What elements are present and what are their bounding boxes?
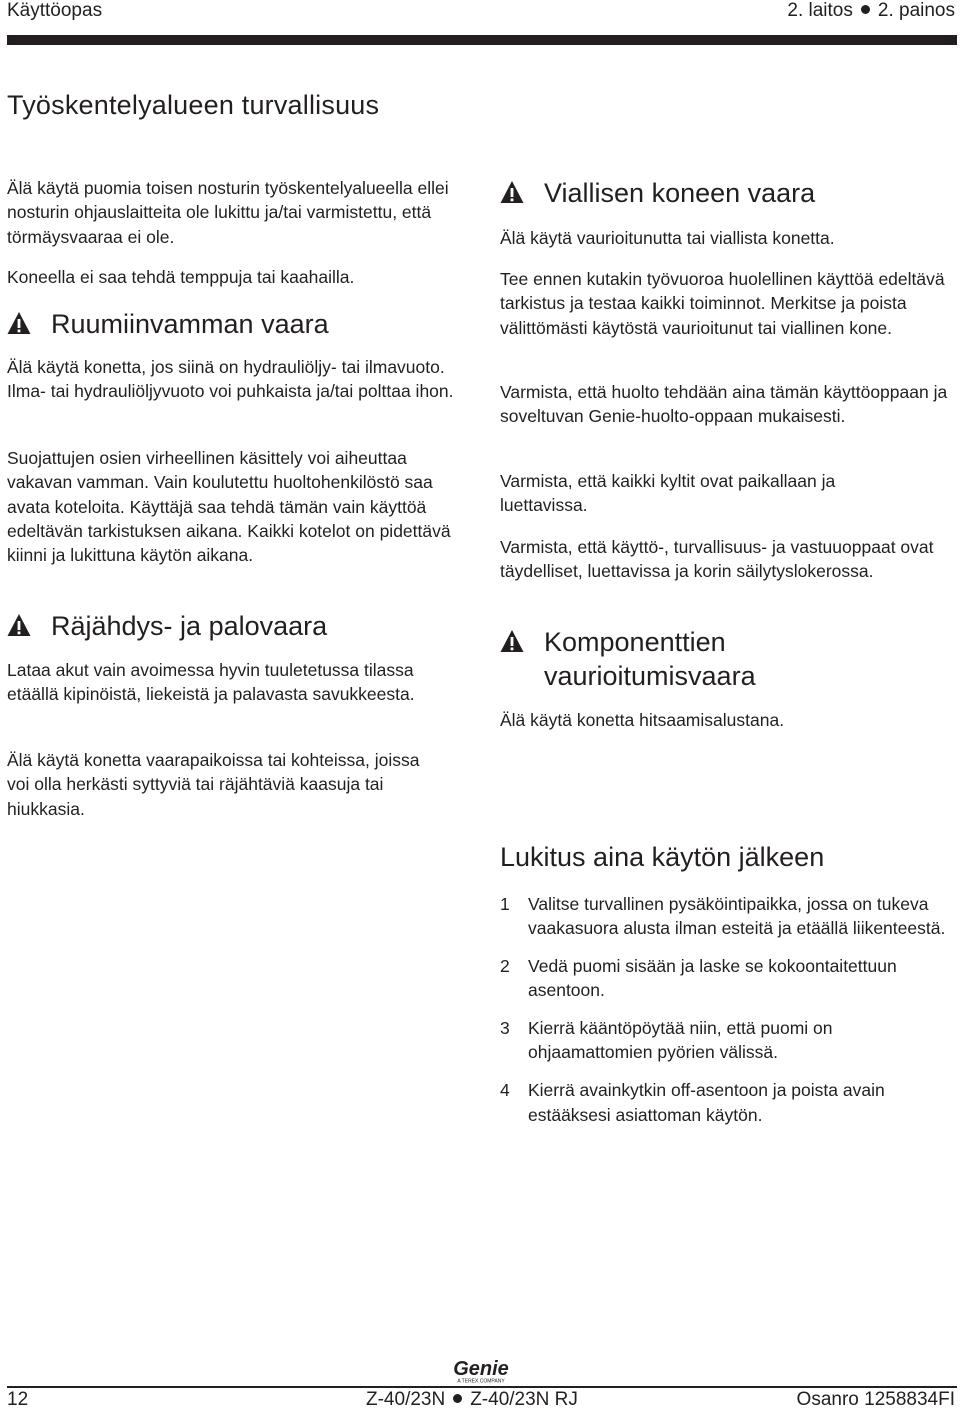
footer-model-b: Z-40/23N RJ — [470, 1389, 578, 1410]
warning-heading-explosion — [7, 609, 327, 643]
section-title: Työskentelyalueen turvallisuus — [7, 90, 380, 120]
component-damage-paragraph: Älä käytä konetta hitsaamisalustana. — [500, 710, 785, 730]
header-rule — [7, 35, 957, 45]
svg-text:A TEREX COMPANY: A TEREX COMPANY — [457, 1378, 505, 1384]
defective-paragraph-1: Älä käytä vaurioitunutta tai viallista konetta. — [500, 228, 835, 248]
warning-heading-defective-machine — [500, 176, 815, 210]
warning-title-explosion: Räjähdys- ja palovaara — [51, 611, 328, 641]
list-item: 2 Vedä puomi sisään ja laske se kokoontaitettuun asentoon. — [500, 956, 897, 1001]
footer-rule — [7, 1386, 957, 1388]
list-item: 1 Valitse turvallinen pysäköintipaikka, jossa on tukeva vaakasuora alusta ilman esteitä ja etäällä liikenteestä. — [500, 894, 946, 939]
list-item: 4 Kierrä avainkytkin off-asentoon ja poista avain estääksesi asiattoman käytön. — [500, 1080, 885, 1125]
genie-logo — [444, 1358, 518, 1384]
lockout-steps-list — [500, 892, 960, 1140]
warning-heading-component-damage — [500, 625, 756, 693]
injury-paragraph-1: Älä käytä konetta, jos siinä on hydrauliöljy- tai ilmavuoto. Ilma- tai hydrauliöljyvuoto voi puhkaista ja/tai polttaa ihon. — [7, 357, 454, 402]
warning-heading-injury — [7, 307, 329, 341]
warning-triangle-icon — [7, 311, 31, 335]
bullet-dot-icon — [453, 1394, 462, 1403]
warning-title-component-damage: Komponenttien vaurioitumisvaara — [544, 627, 756, 691]
warning-triangle-icon — [500, 629, 524, 653]
warning-title-defective-machine: Viallisen koneen vaara — [544, 178, 816, 208]
page-number: 12 — [7, 1389, 29, 1410]
header-edition-b: 2. painos — [877, 0, 955, 21]
header-manual-title: Käyttöopas — [7, 0, 103, 21]
warning-triangle-icon — [7, 613, 31, 637]
explosion-paragraph-2: Älä käytä konetta vaarapaikoissa tai kohteissa, joissa voi olla herkästi syttyviä tai räjähtäviä kaasuja tai hiukkasia. — [7, 750, 420, 819]
lockout-title: Lukitus aina käytön jälkeen — [500, 842, 825, 872]
warning-triangle-icon — [500, 180, 524, 204]
explosion-paragraph-1: Lataa akut vain avoimessa hyvin tuuletetussa tilassa etäällä kipinöistä, liekeistä ja palavasta savukkeesta. — [7, 660, 415, 705]
defective-paragraph-3: Varmista, että huolto tehdään aina tämän käyttöoppaan ja soveltuvan Genie-huolto-oppaan mukaisesti. — [500, 382, 948, 427]
header-edition — [787, 0, 955, 22]
injury-paragraph-2: Suojattujen osien virheellinen käsittely voi aiheuttaa vakavan vamman. Vain koulutettu huoltohenkilöstö saa avata koteloita. Käyttäjä saa tehdä tämän vain käyttöä edeltävän tarkistuksen aikana. Kaikki kotelot on pidettävä kiinni ja lukittuna käytön aikana. — [7, 448, 451, 566]
footer-models — [366, 1389, 578, 1411]
intro-paragraph-2: Koneella ei saa tehdä temppuja tai kaahailla. — [7, 267, 355, 287]
part-number: Osanro 1258834FI — [796, 1389, 955, 1410]
intro-paragraph-1: Älä käytä puomia toisen nosturin työskentelyalueella ellei nosturin ohjauslaitteita ole lukittu ja/tai varmistettu, että törmäysvaaraa ei ole. — [7, 178, 449, 247]
header-edition-a: 2. laitos — [787, 0, 853, 21]
defective-paragraph-2: Tee ennen kutakin työvuoroa huolellinen käyttöä edeltävä tarkistus ja testaa kaikki toiminnot. Merkitse ja poista välittömästi käytöstä vaurioitunut tai viallinen kone. — [500, 269, 945, 338]
bullet-dot-icon — [861, 5, 870, 14]
defective-paragraph-5: Varmista, että käyttö-, turvallisuus- ja vastuuoppaat ovat täydelliset, luettavissa ja korin säilytyslokerossa. — [500, 537, 934, 582]
footer-model-a: Z-40/23N — [366, 1389, 446, 1410]
defective-paragraph-4: Varmista, että kaikki kyltit ovat paikallaan ja luettavissa. — [500, 471, 836, 516]
svg-text:Genie: Genie — [453, 1358, 509, 1380]
list-item: 3 Kierrä kääntöpöytää niin, että puomi on ohjaamattomien pyörien välissä. — [500, 1018, 833, 1063]
warning-title-injury: Ruumiinvamman vaara — [51, 309, 329, 339]
